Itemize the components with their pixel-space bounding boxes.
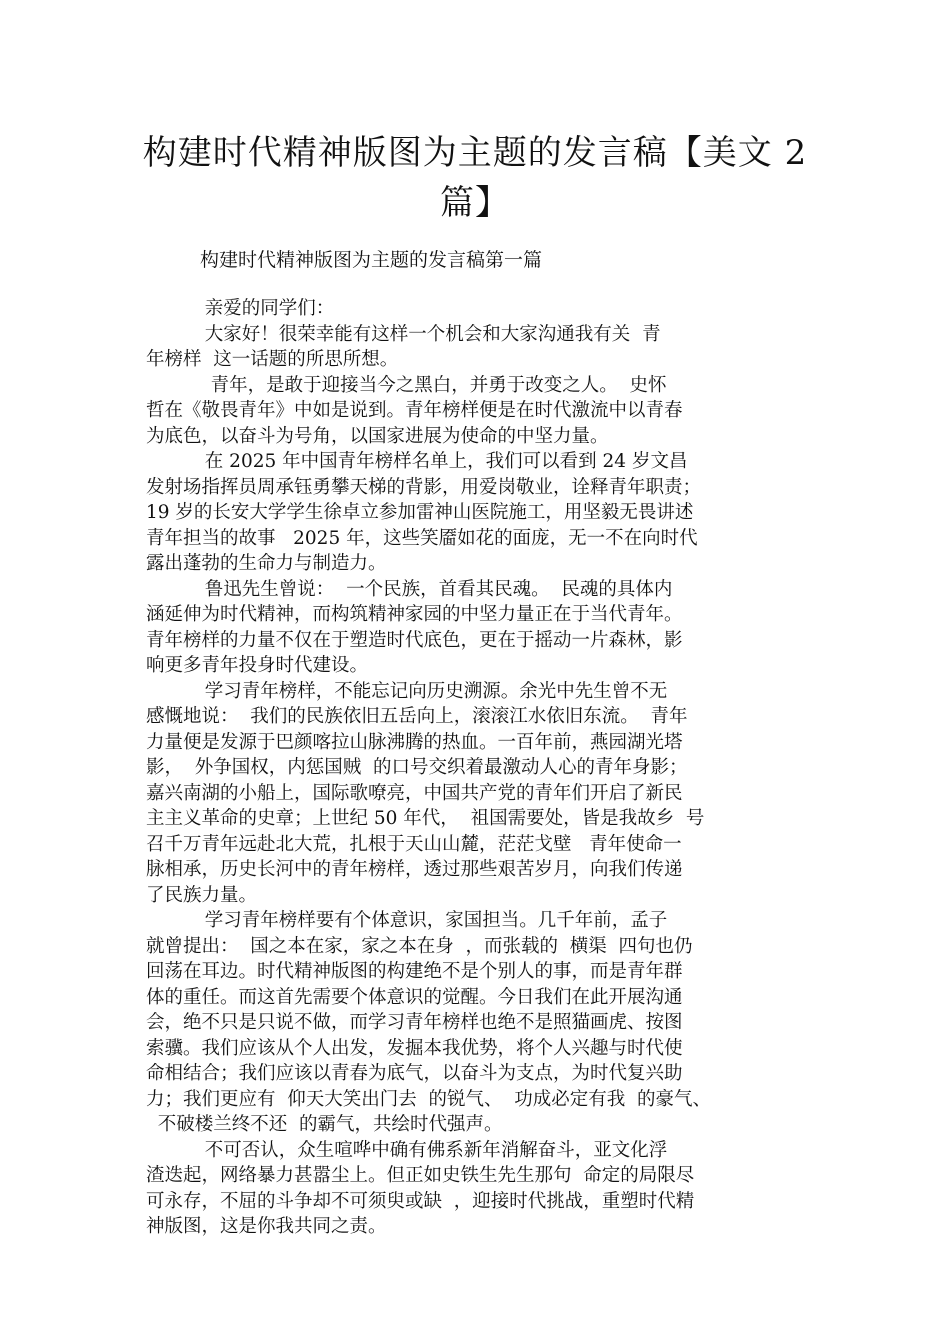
text-line: 渣迭起，网络暴力甚嚣尘上。但正如史铁生先生那句 命定的局限尽 <box>146 1165 695 1186</box>
section-heading: 构建时代精神版图为主题的发言稿第一篇 <box>200 249 543 271</box>
text-line: 力；我们更应有 仰天大笑出门去 的锐气、 功成必定有我 的豪气、 <box>146 1088 712 1110</box>
text-line: 不可否认，众生喧哗中确有佛系新年消解奋斗，亚文化浮 <box>146 1139 668 1161</box>
text-line: 学习青年榜样，不能忘记向历史溯源。余光中先生曾不无 <box>146 680 668 702</box>
text-line: 嘉兴南湖的小船上，国际歌嘹亮，中国共产党的青年们开启了新民 <box>146 782 683 804</box>
text-line: 19 岁的长安大学学生徐卓立参加雷神山医院施工，用坚毅无畏讲述 <box>146 502 694 523</box>
text-line: 青年担当的故事 2025 年，这些笑靥如花的面庞，无一不在向时代 <box>146 527 698 549</box>
text-line: 学习青年榜样要有个体意识，家国担当。几千年前，孟子 <box>146 910 668 931</box>
text-line: 露出蓬勃的生命力与制造力。 <box>146 553 387 574</box>
text-line: 哲在《敬畏青年》中如是说到。青年榜样便是在时代激流中以青春 <box>146 400 683 421</box>
text-line: 体的重任。而这首先需要个体意识的觉醒。今日我们在此开展沟通 <box>146 986 683 1008</box>
text-line: 命相结合；我们应该以青春为底气，以奋斗为支点，为时代复兴助 <box>146 1063 683 1084</box>
text-line: 可永存，不屈的斗争却不可须臾或缺 ，迎接时代挑战，重塑时代精 <box>146 1190 695 1212</box>
text-line: 会，绝不只是只说不做，而学习青年榜样也绝不是照猫画虎、按图 <box>146 1012 683 1033</box>
text-line: 就曾提出： 国之本在家，家之本在身 ，而张载的 横渠 四句也仍 <box>146 935 693 957</box>
text-line: 主主义革命的史章；上世纪 50 年代， 祖国需要处，皆是我故乡 号 <box>146 808 705 829</box>
text-line: 发射场指挥员周承钰勇攀天梯的背影，用爱岗敬业，诠释青年职责； <box>146 476 702 498</box>
text-line: 大家好！很荣幸能有这样一个机会和大家沟通我有关 青 <box>146 323 661 345</box>
text-line: 召千万青年远赴北大荒，扎根于天山山麓，茫茫戈壁 青年使命一 <box>146 833 682 855</box>
text-line: 不破楼兰终不还 的霸气，共绘时代强声。 <box>146 1114 503 1135</box>
text-line: 了民族力量。 <box>146 884 258 906</box>
text-line: 涵延伸为时代精神，而构筑精神家园的中坚力量正在于当代青年。 <box>146 604 683 625</box>
text-line: 在 2025 年中国青年榜样名单上，我们可以看到 24 岁文昌 <box>146 451 688 472</box>
text-line: 年榜样 这一话题的所思所想。 <box>146 349 399 370</box>
text-line: 响更多青年投身时代建设。 <box>146 655 369 676</box>
document-title <box>120 128 830 228</box>
title-line-1: 构建时代精神版图为主题的发言稿【美文 2 <box>142 133 808 173</box>
text-line: 鲁迅先生曾说： 一个民族，首看其民魂。 民魂的具体内 <box>146 578 673 600</box>
title-line-2: 篇】 <box>440 183 510 223</box>
text-line: 影， 外争国权，内惩国贼 的口号交织着最激动人心的青年身影； <box>146 757 688 778</box>
body-text <box>146 296 818 1240</box>
text-line: 脉相承，历史长河中的青年榜样，透过那些艰苦岁月，向我们传递 <box>146 859 683 880</box>
text-line: 力量便是发源于巴颜喀拉山脉沸腾的热血。一百年前，燕园湖光塔 <box>146 731 683 753</box>
text-line: 亲爱的同学们： <box>146 298 335 319</box>
text-line: 感慨地说： 我们的民族依旧五岳向上，滚滚江水依旧东流。 青年 <box>146 706 688 727</box>
text-line: 索骥。我们应该从个人出发，发掘本我优势，将个人兴趣与时代使 <box>146 1037 683 1059</box>
text-line: 为底色，以奋斗为号角，以国家进展为使命的中坚力量。 <box>146 425 609 447</box>
text-line: 青年，是敢于迎接当今之黑白，并勇于改变之人。 史怀 <box>146 374 667 396</box>
text-line: 回荡在耳边。时代精神版图的构建绝不是个别人的事，而是青年群 <box>146 961 683 982</box>
text-line: 神版图，这是你我共同之责。 <box>146 1216 387 1237</box>
text-line: 青年榜样的力量不仅在于塑造时代底色，更在于摇动一片森林，影 <box>146 629 683 651</box>
